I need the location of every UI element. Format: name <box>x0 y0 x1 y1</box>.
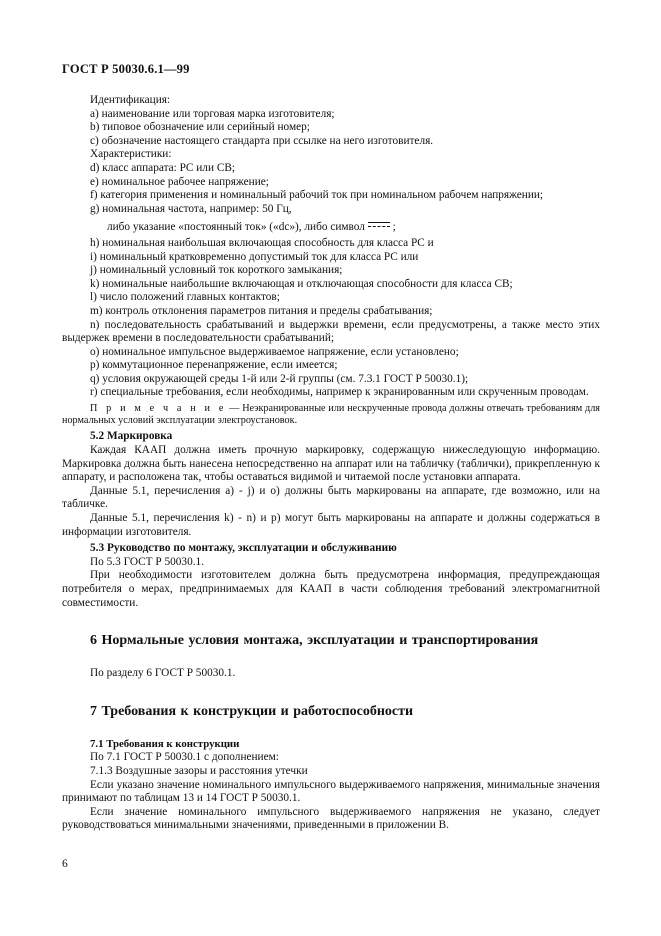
list-item-j: j) номинальный условный ток короткого замыкания; <box>90 264 343 277</box>
list-item-e: e) номинальное рабочее напряжение; <box>90 175 269 188</box>
charact-label: Характеристики: <box>90 148 172 161</box>
section-5-2-p3: Данные 5.1, перечисления k) - n) и p) могут быть маркированы на аппарате и должны содержаться в информации изготовителя. <box>62 512 600 538</box>
section-6-title: 6 Нормальные условия монтажа, эксплуатации и транспортирования <box>90 633 539 649</box>
list-item-c: c) обозначение настоящего стандарта при ссылке на него изготовителя. <box>90 134 434 147</box>
note-label: П р и м е ч а н и е <box>90 403 227 415</box>
section-7-1-3-title: 7.1.3 Воздушные зазоры и расстояния утечки <box>90 764 308 777</box>
section-7-1-3-p1: Если указано значение номинального импульсного выдерживаемого напряжения, минимальные значения принимают по таблицам 13 и 14 ГОСТ Р 50030.1. <box>62 778 600 805</box>
list-item-k: k) номинальные наибольшие включающая и отключающая способности для класса CB; <box>90 277 513 290</box>
section-7-1-p1: По 7.1 ГОСТ Р 50030.1 с дополнением: <box>90 751 279 764</box>
section-5-3-p2: При необходимости изготовителем должна быть предусмотрена информация, предупреждающая потребителя о мерах, предпринимаемых для КААП в части соблюдения требований электромагнитной совместимости. <box>62 569 600 609</box>
list-item-p: p) коммутационное перенапряжение, если имеется; <box>90 359 338 372</box>
list-item-r: r) специальные требования, если необходимы, например к экранированным или скрученным проводам. <box>90 386 589 399</box>
dc-text: либо указание «постоянный ток» («dc»), либо символ <box>107 221 365 234</box>
list-item-a: a) наименование или торговая марка изготовителя; <box>90 107 335 120</box>
section-7-1-title: 7.1 Требования к конструкции <box>90 737 240 750</box>
document-body <box>62 94 600 833</box>
list-item-l: l) число положений главных контактов; <box>90 291 280 304</box>
note <box>62 403 600 427</box>
list-item-f: f) категория применения и номинальный рабочий ток при номинальном рабочем напряжении; <box>90 189 544 202</box>
dc-end: ; <box>392 221 396 234</box>
section-5-2-p1: Каждая КААП должна иметь прочную маркировку, содержащую нижеследующую информацию. Маркировка должна быть нанесена непосредственно на аппарат или на табличку (таблички), прикрепленную к аппарату, и расположена так, чтобы оставаться видимой и читаемой после установки аппарата. <box>62 444 600 484</box>
section-6-p1: По разделу 6 ГОСТ Р 50030.1. <box>90 667 236 680</box>
list-item-g: g) номинальная частота, например: 50 Гц, <box>90 202 292 215</box>
section-5-2-title: 5.2 Маркировка <box>90 430 173 443</box>
section-7-title: 7 Требования к конструкции и работоспособности <box>90 703 414 719</box>
section-5-3-title: 5.3 Руководство по монтажу, эксплуатации и обслуживанию <box>90 542 397 555</box>
ident-label: Идентификация: <box>90 94 171 106</box>
dc-symbol-icon <box>368 222 390 227</box>
section-5-2-p2: Данные 5.1, перечисления а) - j) и o) должны быть маркированы на аппарате, где возможно, или на табличке. <box>62 484 600 511</box>
section-7-1-3-p2: Если значение номинального импульсного выдерживаемого напряжения не указано, следует руководствоваться минимальными значениями, приведенными в приложении В. <box>62 805 600 832</box>
list-item-h: h) номинальная наибольшая включающая способность для класса PC и <box>90 236 434 249</box>
list-item-q: q) условия окружающей среды 1-й или 2-й группы (см. 7.3.1 ГОСТ Р 50030.1); <box>90 372 469 385</box>
section-5-3-p1: По 5.3 ГОСТ Р 50030.1. <box>90 555 205 568</box>
list-item-n: n) последовательность срабатываний и выдержки времени, если предусмотрены, а также место этих выдержек времени в последовательности срабатываний; <box>62 318 600 345</box>
list-item-o: o) номинальное импульсное выдерживаемое напряжение, если установлено; <box>90 345 459 358</box>
page-number: 6 <box>62 858 68 870</box>
page-header: ГОСТ Р 50030.6.1—99 <box>62 62 190 76</box>
list-item-g-continuation <box>62 221 600 235</box>
list-item-b: b) типовое обозначение или серийный номер; <box>90 121 310 134</box>
list-item-m: m) контроль отклонения параметров питания и пределы срабатывания; <box>90 304 433 317</box>
list-item-d: d) класс аппарата: PC или CB; <box>90 161 236 174</box>
list-item-i: i) номинальный кратковременно допустимый ток для класса PC или <box>90 250 419 263</box>
note-text: — Неэкранированные или нескрученные провода должны отвечать требованиям для нормальных условий эксплуатации электроустановок. <box>62 403 600 427</box>
